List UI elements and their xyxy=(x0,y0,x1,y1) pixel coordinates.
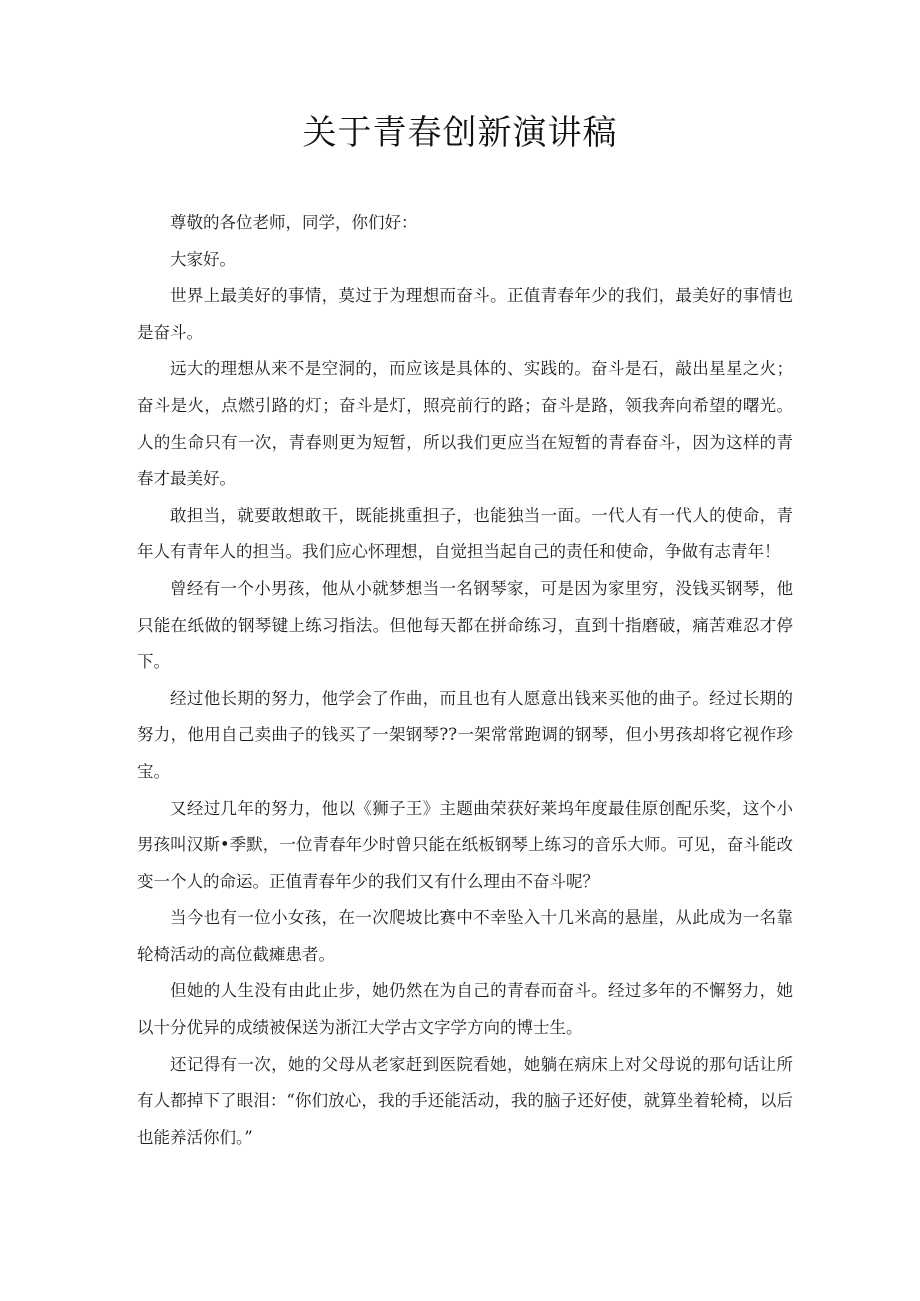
paragraph-greeting: 尊敬的各位老师，同学，你们好： xyxy=(170,213,418,232)
paragraph-composing: 经过他长期的努力，他学会了作曲，而且也有人愿意出钱来买他的曲子。经过长期的努力，他用自己卖曲子的钱买了一架钢琴??一架常常跑调的钢琴，但小男孩却将它视作珍宝。 xyxy=(137,688,793,781)
paragraph-boy-piano: 曾经有一个小男孩，他从小就梦想当一名钢琴家，可是因为家里穷，没钱买钢琴，他只能在纸做的钢琴键上练习指法。但他每天都在拼命练习，直到十指磨破，痛苦难忍才停下。 xyxy=(137,578,793,672)
document-title: 关于青春创新演讲稿 xyxy=(302,113,618,153)
paragraph-struggle: 远大的理想从来不是空洞的，而应该是具体的、实践的。奋斗是石，敲出星星之火；奋斗是火，点燃引路的灯；奋斗是灯，照亮前行的路；奋斗是路，领我奔向希望的曙光。人的生命只有一次，青春则更为短暂，所以我们更应当在短暂的青春奋斗，因为这样的青春才最美好。 xyxy=(137,359,793,489)
paragraph-hans-zimmer: 又经过几年的努力，他以《狮子王》主题曲荣获好莱坞年度最佳原创配乐奖，这个小男孩叫汉斯•季默，一位青春年少时曾只能在纸板钢琴上练习的音乐大师。可见，奋斗能改变一个人的命运。正值青春年少的我们又有什么理由不奋斗呢？ xyxy=(137,798,793,891)
paragraph-girl-phd: 但她的人生没有由此止步，她仍然在为自己的青春而奋斗。经过多年的不懈努力，她以十分优异的成绩被保送为浙江大学古文字学方向的博士生。 xyxy=(137,981,793,1038)
paragraph-ideal: 世界上最美好的事情，莫过于为理想而奋斗。正值青春年少的我们，最美好的事情也是奋斗。 xyxy=(137,286,793,342)
paragraph-hello: 大家好。 xyxy=(170,249,236,269)
paragraph-responsibility: 敢担当，就要敢想敢干，既能挑重担子，也能独当一面。一代人有一代人的使命，青年人有青年人的担当。我们应心怀理想，自觉担当起自己的责任和使命，争做有志青年！ xyxy=(137,505,793,562)
paragraph-parents: 还记得有一次，她的父母从老家赶到医院看她，她躺在病床上对父母说的那句话让所有人都掉下了眼泪：“你们放心，我的手还能活动，我的脑子还好使，就算坐着轮椅，以后也能养活你们。” xyxy=(137,1054,793,1147)
document-body xyxy=(137,205,793,1156)
paragraph-girl-accident: 当今也有一位小女孩，在一次爬坡比赛中不幸坠入十几米高的悬崖，从此成为一名靠轮椅活动的高位截瘫患者。 xyxy=(137,908,793,964)
